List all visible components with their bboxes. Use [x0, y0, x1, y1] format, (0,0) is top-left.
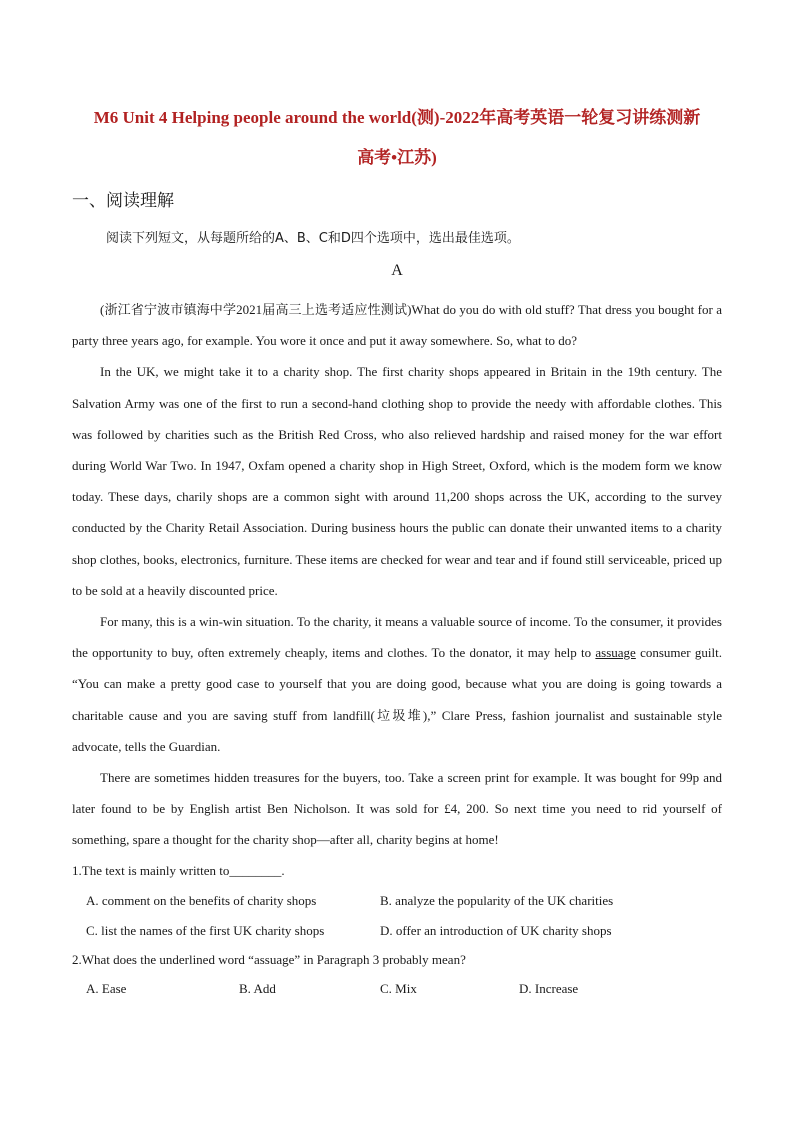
paragraph-4: There are sometimes hidden treasures for the buyers, too. Take a screen print for example. It was bought for 99p and later found to be by English artist Ben Nicholson. It was sold for £4, 200. So next time you need to rid yourself of something, spare a thought for the charity shop—after all, charity begins at home! — [72, 770, 722, 848]
title-line-1: M6 Unit 4 Helping people around the world(测)-2022年高考英语一轮复习讲练测新 — [93, 108, 701, 127]
question-1-option-a: A. comment on the benefits of charity shops — [86, 893, 317, 908]
title-line-2: 高考•江苏) — [357, 148, 437, 167]
passage-label: A — [391, 262, 403, 279]
instructions: 阅读下列短文，从每题所给的A、B、C和D四个选项中，选出最佳选项。 — [106, 231, 520, 246]
paragraph-3 — [72, 606, 722, 762]
section-heading: 一、阅读理解 — [72, 191, 174, 211]
paragraph-1: (浙江省宁波市镇海中学2021届高三上选考适应性测试)What do you do with old stuff? That dress you bought for a party three years ago, for example. You wore it once and put it away somewhere. So, what to do? — [72, 302, 722, 349]
question-1-option-c: C. list the names of the first UK charity shops — [86, 923, 325, 938]
question-2-option-b: B. Add — [239, 981, 276, 996]
paragraph-3-text-b: consumer guilt. “You can make a pretty good case to yourself that you are doing good, because what you are doing is going towards a charitable cause and you are saving stuff from landfill(垃圾堆),” Clare Press, fashion journalist and sustainable style advocate, tells the Guardian. — [72, 645, 722, 754]
paragraph-2: In the UK, we might take it to a charity shop. The first charity shops appeared in Britain in the 19th century. The Salvation Army was one of the first to run a second-hand clothing shop to provide the needy with affordable clothes. This was followed by charities such as the British Red Cross, who also relieved hardship and raised money for the war effort during World War Two. In 1947, Oxfam opened a charity shop in High Street, Oxford, which is the modem form we know today. These days, charily shops are a common sight with around 11,200 shops across the UK, according to the survey conducted by the Charity Retail Association. During business hours the public can donate their unwanted items to a charity shop clothes, books, electronics, furniture. These items are checked for wear and tear and if found still serviceable, priced up to be sold at a heavily discounted price. — [72, 364, 722, 598]
question-1-stem: 1.The text is mainly written to________. — [72, 863, 285, 878]
question-2-option-a: A. Ease — [86, 981, 127, 996]
underlined-word: assuage — [595, 645, 636, 661]
question-1-option-d: D. offer an introduction of UK charity shops — [380, 923, 612, 938]
question-2-option-d: D. Increase — [519, 981, 579, 996]
question-2-option-c: C. Mix — [380, 981, 417, 996]
question-2-stem: 2.What does the underlined word “assuage” in Paragraph 3 probably mean? — [72, 952, 466, 967]
paragraph-3-text-a: For many, this is a win-win situation. To the charity, it means a valuable source of income. To the consumer, it provides the opportunity to buy, often extremely cheaply, items and clothes. To the donator, it may help to — [72, 614, 722, 661]
document-title — [60, 98, 734, 178]
question-1-option-b: B. analyze the popularity of the UK charities — [380, 893, 614, 908]
passage-body — [72, 294, 722, 856]
